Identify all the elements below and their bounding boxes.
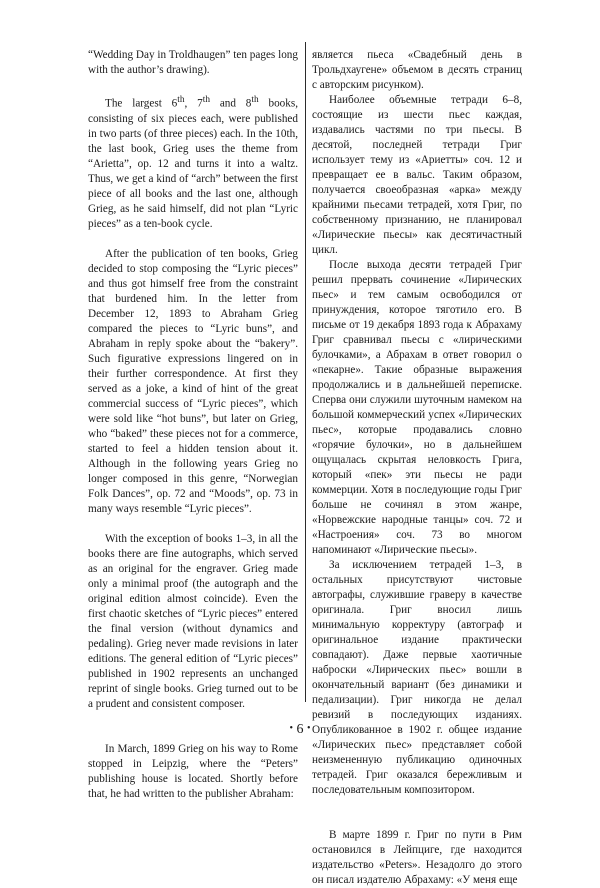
paragraph: является пьеса «Свадебный день в Трольдхаугене» объемом в десять страниц с авторским рисунком). (312, 49, 522, 91)
page-number-value: 6 (296, 722, 304, 737)
paragraph: Наиболее объемные тетради 6–8, состоящие из шести пьес каждая, издавались частями по три пьесы. В десятой, последней тетради Григ использует тему из «Ариетты» соч. 12 и превращает ее в вальс. Таким образом, получается своеобразная «арка» между крайними пьесами тетрадей, хотя Григ, по собственному признанию, не планировал «Лирические пьесы» как десятичастный цикл. (312, 94, 522, 256)
paragraph: With the exception of books 1–3, in all the books there are fine autographs, which served as an original for the engraver. Grieg made only a minimal proof (the autograph and the original edition almost coincide). Even the first chaotic sketches of “Lyric pieces” entered the final version (without dynamics and pedaling). Grieg never made revisions in later editions. The general edition of “Lyric pieces” published in 1902 represents an unchanged reprint of single books. Grieg turned out to be a prudent and consistent composer. (88, 532, 298, 710)
paragraph: In March, 1899 Grieg on his way to Rome stopped in Leipzig, where the “Peters” publishing house is located. Shortly before that, he had written to the publisher Abraham: (88, 742, 298, 800)
paragraph: After the publication of ten books, Grieg decided to stop composing the “Lyric pieces” and thus got himself free from the constraint that burdened him. In the letter from December 12, 1893 to Abraham Grieg compared the pieces to “Lyric buns”, and Abraham in reply spoke about the “bakery”. Such figurative expressions lingered on in their further correspondence. At first they served as a joke, a kind of hint of the great commercial success of “Lyric pieces”, which were sold like “hot buns”, but later on Grieg, who “baked” these pieces not for a commerce, started to feel a hidden tension about it. Although in the following years Grieg no longer composed in this genre, “Norwegian Folk Dances”, op. 72 and “Moods”, op. 73 in many ways resemble “Lyric pieces”. (88, 247, 298, 515)
paragraph: В марте 1899 г. Григ по пути в Рим остановился в Лейпциге, где находится издательство «Peters». Незадолго до этого он писал издателю Абрахаму: «У меня еще (312, 829, 522, 886)
paragraph: После выхода десяти тетрадей Григ решил прервать сочинение «Лирических пьес» и тем самым освободился от принуждения, которое тяготило его. В письме от 19 декабря 1893 года к Абрахаму Григ сравнивал пьесы с «лирическими булочками», а Абрахам в ответ говорил о «пекарне». Такие образные выражения продолжались и в дальнейшей переписке. Сперва они служили шуточным намеком на большой коммерческий успех «Лирических пьес», которые продавались словно «горячие булочки», но в дальнейшем ощущалась скрытая неловкость Грига, который «пек» эти пьесы не ради коммерции. Хотя в последующие годы Григ больше не сочинял в этом жанре, «Норвежские народные танцы» соч. 72 и «Настроения» соч. 73 во многом напоминают «Лирические пьесы». (312, 259, 522, 556)
column-divider (305, 42, 306, 702)
paragraph: The largest 6th, 7th and 8th books, consisting of six pieces each, were published in two parts (of three pieces) each. In the 10th, the last book, Grieg uses the theme from “Arietta”, op. 12 and turns it into a waltz. Thus, we get a kind of “arch” between the first piece of all books and the last one, although Grieg, as he said himself, did not plan “Lyric pieces” as a ten-book cycle. (88, 95, 299, 230)
paragraph: “Wedding Day in Troldhaugen” ten pages long with the author’s drawing). (88, 49, 298, 76)
russian-column (312, 48, 522, 888)
page-number: • 6 • (289, 722, 311, 737)
paragraph: За исключением тетрадей 1–3, в остальных присутствуют чистовые автографы, служившие граверу в качестве оригинала. Григ вносил лишь минимальную корректуру (автограф и оригинальное издание практически совпадают). Даже первые хаотичные наброски «Лирических пьес» вошли в окончательный вариант (без динамики и педализации). Григ никогда не делал ревизий в последующих изданиях. Опубликованное в 1902 г. общее издание «Лирических пьес» представляет собой неизмененную публикацию одиночных тетрадей. Григ оказался бережливым и последовательным композитором. (312, 559, 522, 796)
english-column (88, 48, 298, 802)
